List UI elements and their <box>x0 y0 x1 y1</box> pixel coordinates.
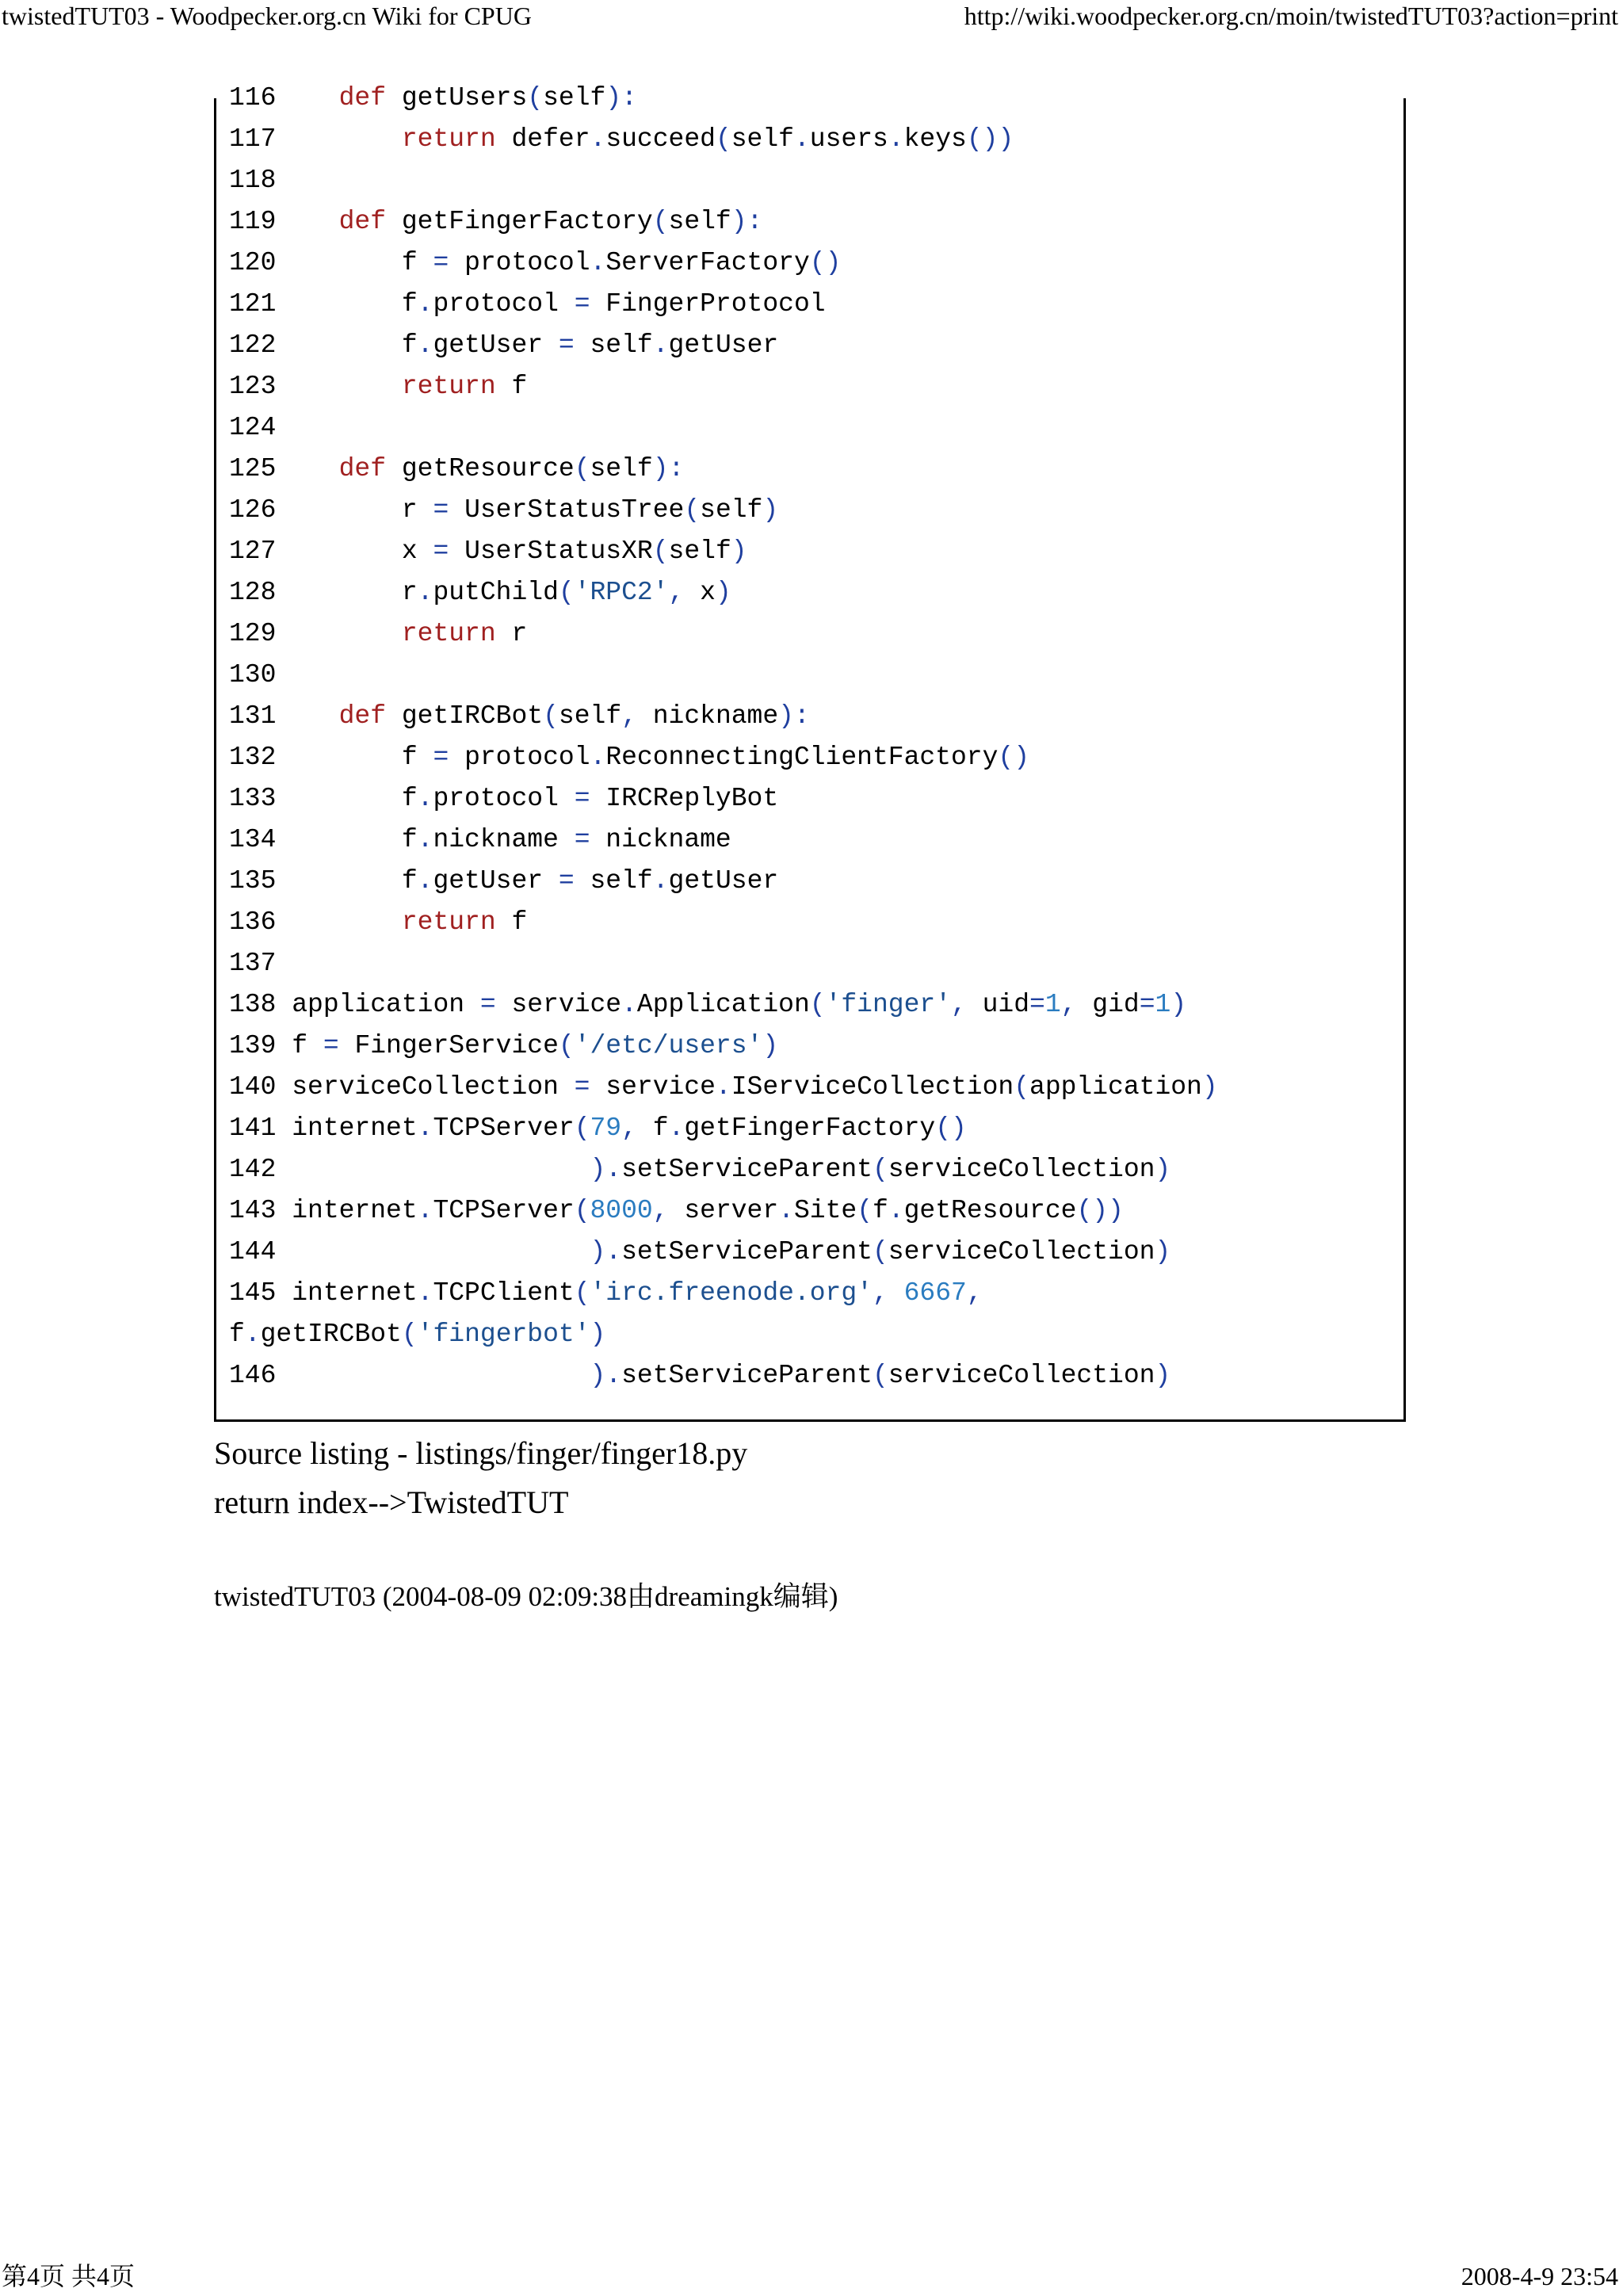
code-token: ) <box>762 495 779 525</box>
code-token: x <box>684 578 716 607</box>
code-token: 'fingerbot' <box>417 1320 590 1349</box>
code-line <box>229 819 731 861</box>
code-token: , <box>1060 990 1077 1019</box>
code-token: 134 f <box>229 825 418 854</box>
code-token: protocol <box>449 248 590 277</box>
code-line <box>229 1314 605 1355</box>
code-token: 124 <box>229 413 277 442</box>
code-token: ServerFactory <box>605 248 810 277</box>
code-token: 126 r <box>229 495 433 525</box>
code-token: 139 f <box>229 1031 323 1060</box>
code-token: 129 <box>229 619 402 648</box>
code-token: ( <box>1014 1072 1030 1102</box>
code-token: self <box>574 330 653 360</box>
code-line <box>229 284 826 325</box>
code-line <box>229 696 810 737</box>
code-token: ( <box>527 83 544 113</box>
code-token: return <box>401 372 496 401</box>
code-token: r <box>495 619 528 648</box>
code-token: TCPClient <box>433 1278 575 1308</box>
code-token: 122 f <box>229 330 418 360</box>
code-token: ( <box>857 1196 873 1225</box>
code-token: self <box>731 124 794 154</box>
code-token: 145 internet <box>229 1278 418 1308</box>
code-token: = <box>479 990 496 1019</box>
code-token: 6667 <box>903 1278 967 1308</box>
code-token: nickname <box>636 701 779 731</box>
code-token: defer <box>495 124 590 154</box>
code-token: = <box>1029 990 1045 1019</box>
code-token: ) <box>1201 1072 1218 1102</box>
code-token: 120 f <box>229 248 433 277</box>
code-line <box>229 325 778 366</box>
code-token: 131 <box>229 701 339 731</box>
code-token: ( <box>574 1278 590 1308</box>
code-token: . <box>417 289 433 319</box>
code-token: = <box>323 1031 339 1060</box>
code-token: . <box>590 743 606 772</box>
code-token: ): <box>605 83 637 113</box>
code-token: ( <box>809 990 826 1019</box>
code-line <box>229 407 276 449</box>
code-line <box>229 943 276 984</box>
code-line <box>229 449 684 490</box>
code-token: uid <box>966 990 1030 1019</box>
code-token: . <box>652 330 669 360</box>
code-token: , <box>951 990 967 1019</box>
code-line <box>229 1108 967 1149</box>
code-token: 125 <box>229 454 339 483</box>
code-token: getIRCBot <box>386 701 544 731</box>
code-token: = <box>433 495 449 525</box>
code-line <box>229 655 276 696</box>
code-token: server <box>668 1196 779 1225</box>
code-token: def <box>338 701 387 731</box>
code-token: ( <box>401 1320 418 1349</box>
code-token: setServiceParent <box>621 1361 873 1390</box>
code-token: . <box>417 1278 433 1308</box>
code-token: getUser <box>668 330 779 360</box>
code-line <box>229 201 762 243</box>
code-line <box>229 160 276 201</box>
code-token: ) <box>590 1320 606 1349</box>
code-token: succeed <box>605 124 716 154</box>
code-token: 137 <box>229 949 277 978</box>
source-caption: Source listing - listings/finger/finger18.py <box>214 1435 748 1471</box>
code-token: 8000 <box>590 1196 653 1225</box>
code-token: serviceCollection <box>888 1361 1155 1390</box>
code-token: application <box>1029 1072 1202 1102</box>
code-token: 144 <box>229 1237 590 1266</box>
code-token: def <box>338 454 387 483</box>
code-token: = <box>433 743 449 772</box>
code-token: getIRCBot <box>260 1320 402 1349</box>
code-token: ). <box>590 1237 622 1266</box>
code-token: . <box>888 124 904 154</box>
code-line <box>229 490 778 531</box>
code-token: , <box>621 1114 637 1143</box>
code-token: gid <box>1076 990 1140 1019</box>
code-token: ( <box>652 537 669 566</box>
code-token: self <box>574 866 653 896</box>
code-token: ( <box>558 578 575 607</box>
code-token: return <box>401 907 496 937</box>
code-token: f <box>495 372 528 401</box>
code-token: 143 internet <box>229 1196 418 1225</box>
code-token: self <box>700 495 763 525</box>
code-token: FingerProtocol <box>590 289 826 319</box>
code-token: . <box>244 1320 261 1349</box>
code-token: FingerService <box>338 1031 559 1060</box>
code-token: = <box>558 330 575 360</box>
code-token: self <box>668 537 731 566</box>
code-token: getUser <box>668 866 779 896</box>
code-token: UserStatusXR <box>449 537 653 566</box>
code-token: protocol <box>433 289 575 319</box>
code-token: ReconnectingClientFactory <box>605 743 999 772</box>
code-line <box>229 1273 983 1314</box>
code-token: 116 <box>229 83 339 113</box>
code-token: self <box>668 207 731 236</box>
code-token: = <box>558 866 575 896</box>
code-token: 136 <box>229 907 402 937</box>
code-token: , <box>668 578 685 607</box>
code-line <box>229 366 527 407</box>
code-token: '/etc/users' <box>574 1031 763 1060</box>
code-token: 135 f <box>229 866 418 896</box>
code-token: protocol <box>433 784 575 813</box>
code-token: 142 <box>229 1155 590 1184</box>
code-token: ) <box>1155 1361 1171 1390</box>
code-token: ) <box>1155 1237 1171 1266</box>
code-token: serviceCollection <box>888 1155 1155 1184</box>
header-url: http://wiki.woodpecker.org.cn/moin/twistedTUT03?action=print <box>964 2 1618 30</box>
code-token: ) <box>762 1031 779 1060</box>
code-line <box>229 1355 1170 1396</box>
code-token: users <box>809 124 888 154</box>
code-token: . <box>590 124 606 154</box>
code-token: = <box>433 537 449 566</box>
code-token: ): <box>731 207 763 236</box>
code-token: 'RPC2' <box>574 578 669 607</box>
code-token: def <box>338 83 387 113</box>
code-token: , <box>652 1196 669 1225</box>
code-line <box>229 737 1029 778</box>
code-token: , <box>966 1278 983 1308</box>
code-token: 141 internet <box>229 1114 418 1143</box>
code-token: ) <box>715 578 731 607</box>
code-line <box>229 531 747 572</box>
code-token: f <box>873 1196 888 1225</box>
code-line <box>229 984 1186 1026</box>
code-token: 121 f <box>229 289 418 319</box>
code-token: self <box>543 83 606 113</box>
code-line <box>229 1067 1218 1108</box>
code-token <box>888 1278 904 1308</box>
code-token: ( <box>558 1031 575 1060</box>
code-token: service <box>590 1072 716 1102</box>
code-token: ). <box>590 1155 622 1184</box>
code-token: f <box>636 1114 669 1143</box>
code-token: ( <box>872 1155 888 1184</box>
code-token: 79 <box>590 1114 622 1143</box>
code-token: setServiceParent <box>621 1237 873 1266</box>
code-token: 'finger' <box>825 990 952 1019</box>
code-token: 132 f <box>229 743 433 772</box>
code-token: serviceCollection <box>888 1237 1155 1266</box>
code-token: IServiceCollection <box>731 1072 1014 1102</box>
code-token: ( <box>715 124 731 154</box>
code-token: putChild <box>433 578 559 607</box>
code-line <box>229 1149 1170 1190</box>
code-line <box>229 572 731 613</box>
code-token: ) <box>1170 990 1187 1019</box>
code-token: . <box>417 784 433 813</box>
code-line <box>229 1190 1124 1232</box>
code-token: 'irc.freenode.org' <box>590 1278 873 1308</box>
code-line <box>229 243 841 284</box>
code-token: = <box>1139 990 1155 1019</box>
code-token: 146 <box>229 1361 590 1390</box>
code-token: () <box>809 248 842 277</box>
code-token: 119 <box>229 207 339 236</box>
code-token: ). <box>590 1361 622 1390</box>
code-token: . <box>621 990 637 1019</box>
code-token: . <box>417 1196 433 1225</box>
code-token: TCPServer <box>433 1196 575 1225</box>
edit-info: twistedTUT03 (2004-08-09 02:09:38由dreamingk编辑) <box>214 1581 838 1612</box>
code-token: ) <box>1155 1155 1171 1184</box>
code-token: 117 <box>229 124 402 154</box>
code-token: 118 <box>229 166 277 195</box>
code-token: protocol <box>449 743 590 772</box>
code-token: self <box>558 701 622 731</box>
code-token: . <box>668 1114 685 1143</box>
code-token: ( <box>872 1237 888 1266</box>
code-token: keys <box>903 124 967 154</box>
code-token: ) <box>731 537 747 566</box>
code-token: . <box>652 866 669 896</box>
code-token: . <box>417 578 433 607</box>
code-token: TCPServer <box>433 1114 575 1143</box>
code-line <box>229 1232 1170 1273</box>
code-token: 140 serviceCollection <box>229 1072 575 1102</box>
code-token: ()) <box>966 124 1014 154</box>
code-token: . <box>715 1072 731 1102</box>
code-token: def <box>338 207 387 236</box>
code-token: 133 f <box>229 784 418 813</box>
code-token: setServiceParent <box>621 1155 873 1184</box>
code-token: ( <box>652 207 669 236</box>
code-token: = <box>574 1072 590 1102</box>
code-token: ()) <box>1076 1196 1124 1225</box>
code-token: 1 <box>1155 990 1171 1019</box>
code-line <box>229 902 527 943</box>
code-token: Application <box>636 990 810 1019</box>
code-token: = <box>574 289 590 319</box>
return-index-link[interactable]: return index-->TwistedTUT <box>214 1484 569 1520</box>
code-token: UserStatusTree <box>449 495 685 525</box>
code-token: ): <box>652 454 685 483</box>
code-token: self <box>590 454 653 483</box>
code-token: 138 application <box>229 990 480 1019</box>
code-token: . <box>888 1196 904 1225</box>
footer-timestamp: 2008-4-9 23:54 <box>1461 2262 1618 2290</box>
code-token: . <box>417 330 433 360</box>
code-token: . <box>417 866 433 896</box>
code-token: = <box>433 248 449 277</box>
code-token: . <box>590 248 606 277</box>
code-token: ): <box>778 701 810 731</box>
code-token: getUser <box>433 330 559 360</box>
code-token: = <box>574 825 590 854</box>
code-token: . <box>778 1196 794 1225</box>
code-token: 128 r <box>229 578 418 607</box>
code-token: ( <box>872 1361 888 1390</box>
code-token: . <box>793 124 810 154</box>
code-token: ( <box>543 701 559 731</box>
code-token: getFingerFactory <box>684 1114 936 1143</box>
code-token: ( <box>574 1114 590 1143</box>
code-line <box>229 861 778 902</box>
footer-page-info: 第4页 共4页 <box>2 2262 136 2290</box>
code-token: 127 x <box>229 537 433 566</box>
code-token: nickname <box>590 825 731 854</box>
code-token: getResource <box>903 1196 1077 1225</box>
code-line <box>229 78 637 119</box>
code-token: , <box>872 1278 888 1308</box>
code-line <box>229 778 778 819</box>
code-line <box>229 119 1014 160</box>
code-token: return <box>401 124 496 154</box>
code-token: 1 <box>1044 990 1061 1019</box>
code-token: IRCReplyBot <box>590 784 779 813</box>
code-token: ( <box>574 1196 590 1225</box>
code-line <box>229 1026 778 1067</box>
code-token: = <box>574 784 590 813</box>
code-token: Site <box>793 1196 857 1225</box>
code-token: , <box>621 701 637 731</box>
code-line <box>229 613 527 655</box>
code-listing <box>214 83 1406 1422</box>
code-token: return <box>401 619 496 648</box>
code-token: . <box>417 825 433 854</box>
code-token: service <box>495 990 622 1019</box>
code-token: 123 <box>229 372 402 401</box>
code-token: getUsers <box>386 83 528 113</box>
code-token: getFingerFactory <box>386 207 653 236</box>
code-token: getResource <box>386 454 575 483</box>
code-token: ( <box>684 495 701 525</box>
code-token: ( <box>574 454 590 483</box>
code-token: f <box>229 1320 245 1349</box>
code-token: () <box>998 743 1030 772</box>
header-title: twistedTUT03 - Woodpecker.org.cn Wiki for CPUG <box>2 2 532 30</box>
code-token: 130 <box>229 660 277 690</box>
code-token: nickname <box>433 825 575 854</box>
code-token: f <box>495 907 528 937</box>
code-token: () <box>935 1114 967 1143</box>
code-token: getUser <box>433 866 559 896</box>
code-token: . <box>417 1114 433 1143</box>
